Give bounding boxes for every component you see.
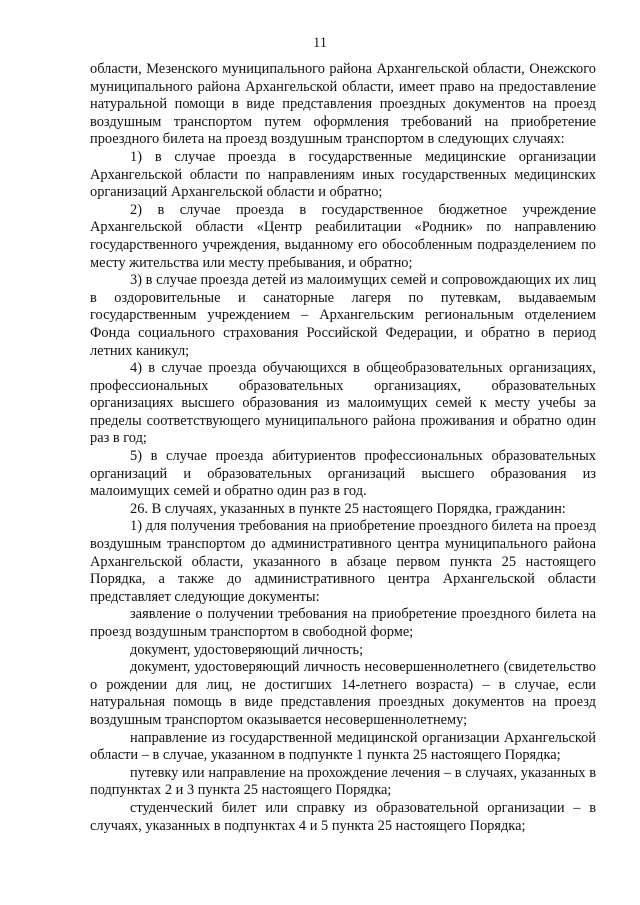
document-requirement: заявление о получении требования на приобретение проездного билета на проезд воздушным транспортом в свободной форме; [90,606,596,640]
list-item-3: 3) в случае проезда детей из малоимущих семей и сопровождающих их лиц в оздоровительные и санаторные лагеря по путевкам, выдаваемым государственным учреждением – Архангельским региональным отделением Фонда социального страхования Российской Федерации, и обратно в период летних каникул; [90,272,596,359]
list-item-1: 1) в случае проезда в государственные медицинские организации Архангельской области по направлениям иных государственных медицинских организаций Архангельской области и обратно; [90,148,596,201]
list-item-2: 2) в случае проезда в государственное бюджетное учреждение Архангельской области «Центр реабилитации «Родник» по направлению государственного учреждения, выданному его обособленным подразделением по месту жительства или месту пребывания, и обратно; [90,201,596,271]
document-requirement: путевку или направление на прохождение лечения – в случаях, указанных в подпунктах 2 и 3 пункта 25 настоящего Порядка; [90,764,596,799]
section-26-heading: 26. В случаях, указанных в пункте 25 настоящего Порядка, гражданин: [130,500,566,517]
document-requirement: студенческий билет или справку из образовательной организации – в случаях, указанных в подпунктах 4 и 5 пункта 25 настоящего Порядка; [90,799,596,834]
page-number: 11 [313,35,327,51]
document-requirement: документ, удостоверяющий личность; [130,641,364,658]
list-item-5: 5) в случае проезда абитуриентов профессиональных образовательных организаций и образовательных организаций высшего образования из малоимущих семей и обратно один раз в год. [90,448,596,500]
list-item-4: 4) в случае проезда обучающихся в общеобразовательных организациях, профессиональных образовательных организациях, образовательных организациях высшего образования из малоимущих семей к месту учебы за пределы соответствующего муниципального района проживания и обратно один раз в год; [90,360,596,447]
section-26-item-1: 1) для получения требования на приобретение проездного билета на проезд воздушным транспортом до административного центра муниципального района Архангельской области, указанного в абзаце первом пункта 25 настоящего Порядка, а также до административного центра Архангельской области представляет следующие документы: [90,518,596,605]
paragraph-intro-continuation: области, Мезенского муниципального района Архангельской области, Онежского муниципального района Архангельской области, имеет право на предоставление натуральной помощи в виде представления проездных документов на проезд воздушным транспортом путем оформления требований на приобретение проездного билета на проезд воздушным транспортом в следующих случаях: [90,61,596,148]
document-requirement: документ, удостоверяющий личность несовершеннолетнего (свидетельство о рождении для лиц, не достигших 14-летнего возраста) – в случае, если натуральная помощь в виде представления проездных документов на проезд воздушным транспортом оказывается несовершеннолетнему; [90,659,596,728]
document-requirement: направление из государственной медицинской организации Архангельской области – в случае, указанном в подпункте 1 пункта 25 настоящего Порядка; [90,729,596,764]
document-body [90,61,596,835]
